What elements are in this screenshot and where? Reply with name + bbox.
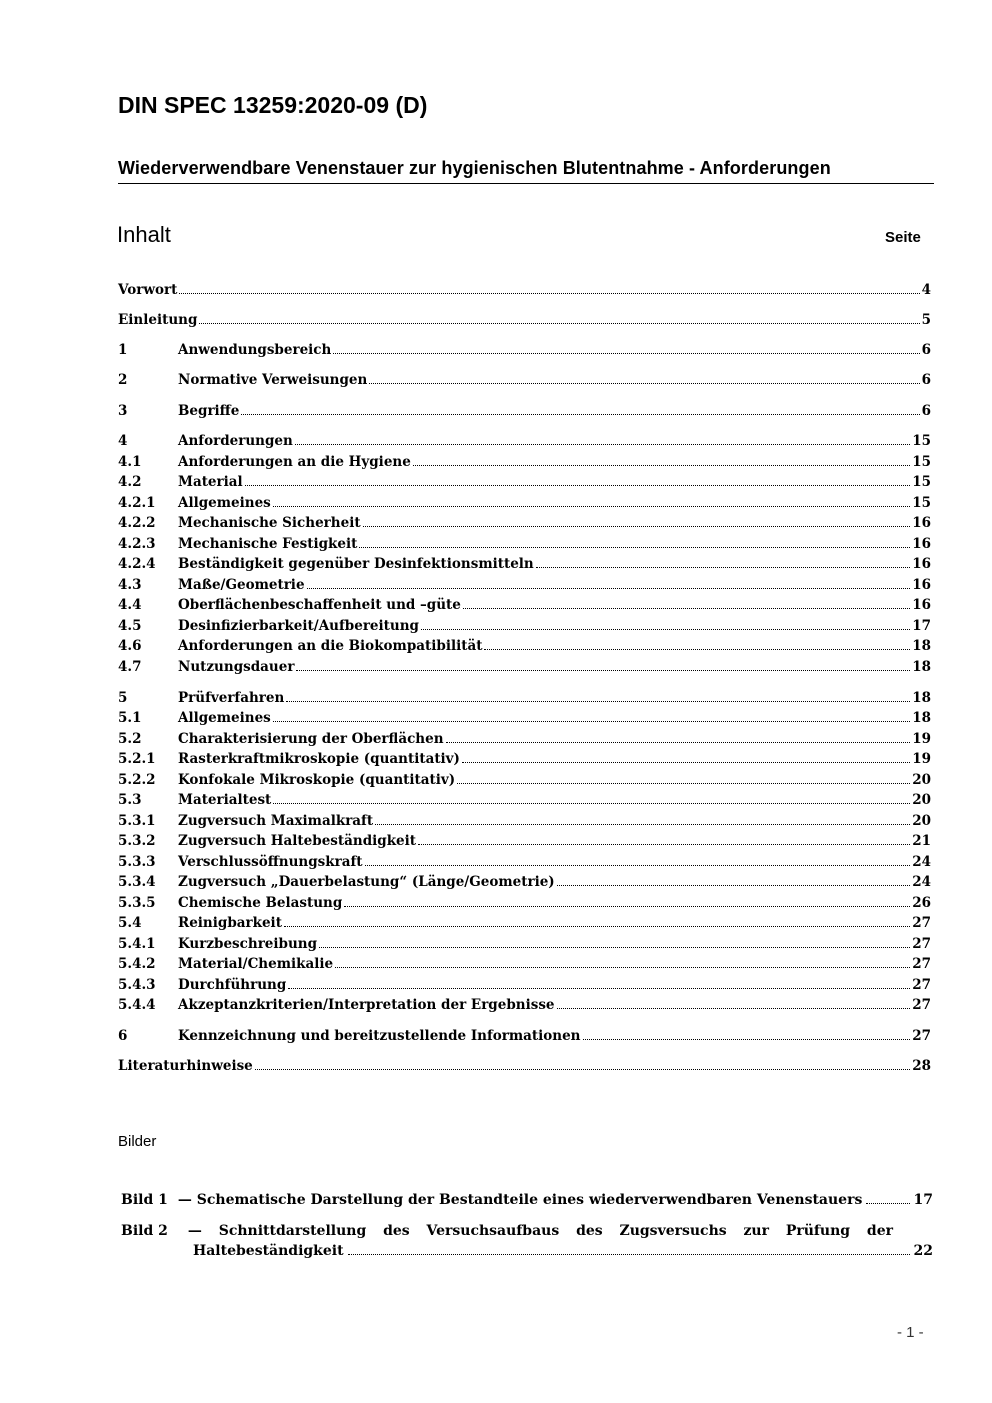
toc-entry[interactable] — [118, 1056, 931, 1076]
toc-entry-title: Nutzungsdauer — [178, 659, 295, 675]
toc-entry-number: 4.2.1 — [118, 495, 156, 511]
toc-entry-number: 5.4.4 — [118, 997, 156, 1013]
document-subtitle: Wiederverwendbare Venenstauer zur hygienischen Blutentnahme - Anforderungen — [118, 158, 831, 178]
figure-page: 17 — [913, 1192, 933, 1208]
toc-entry-title: Mechanische Sicherheit — [178, 515, 361, 531]
toc-entry-number: 5.4.1 — [118, 936, 156, 952]
toc-entry[interactable] — [118, 913, 931, 933]
figure-title-continued: Haltebeständigkeit — [193, 1243, 344, 1259]
toc-entry-number: 4.2.2 — [118, 515, 156, 531]
toc-entry-page: 16 — [912, 536, 931, 552]
toc-entry-page: 17 — [912, 618, 931, 634]
toc-entry[interactable] — [118, 340, 931, 360]
dot-leader — [255, 1069, 910, 1070]
toc-entry-title: Mechanische Festigkeit — [178, 536, 358, 552]
toc-entry[interactable] — [118, 401, 931, 421]
toc-entry-page: 5 — [921, 312, 931, 328]
toc-entry[interactable] — [118, 554, 931, 574]
toc-entry-title: Normative Verweisungen — [178, 372, 368, 388]
toc-entry-page: 15 — [912, 495, 931, 511]
toc-entry[interactable] — [118, 770, 931, 790]
toc-entry-number: 4.2.4 — [118, 556, 156, 572]
toc-entry-title: Beständigkeit gegenüber Desinfektionsmitteln — [178, 556, 534, 572]
toc-entry[interactable] — [118, 995, 931, 1015]
toc-entry[interactable] — [118, 729, 931, 749]
dot-leader — [199, 323, 919, 324]
toc-entry-number: 5.2.2 — [118, 772, 156, 788]
dot-leader — [359, 547, 910, 548]
figure-page: 22 — [913, 1243, 933, 1259]
figure-label: Bild 1 — [121, 1192, 168, 1208]
toc-entry-page: 4 — [921, 282, 931, 298]
dot-leader — [179, 293, 919, 294]
toc-entry-page: 16 — [912, 597, 931, 613]
toc-entry-title: Rasterkraftmikroskopie (quantitativ) — [178, 751, 460, 767]
toc-entry-number: 5.3.1 — [118, 813, 156, 829]
toc-entry-page: 20 — [912, 813, 931, 829]
toc-heading: Inhalt — [117, 222, 171, 247]
dot-leader — [583, 1039, 911, 1040]
toc-entry-title: Allgemeines — [178, 710, 271, 726]
toc-entry-number: 5.4 — [118, 915, 142, 931]
toc-entry-title: Konfokale Mikroskopie (quantitativ) — [178, 772, 456, 788]
toc-entry-title: Akzeptanzkriterien/Interpretation der Ergebnisse — [178, 997, 555, 1013]
dot-leader — [369, 383, 919, 384]
toc-entry-page: 28 — [912, 1058, 931, 1074]
figure-label: Bild 2 — [121, 1223, 168, 1239]
toc-entry-title: Oberflächenbeschaffenheit und –güte — [178, 597, 461, 613]
figure-title: — Schnittdarstellung des Versuchsaufbaus des Zugsversuchs zur Prüfung der — [187, 1223, 893, 1239]
dot-leader — [273, 506, 910, 507]
toc-entry[interactable] — [118, 934, 931, 954]
dot-leader — [457, 783, 910, 784]
toc-entry-number: 5.4.2 — [118, 956, 156, 972]
toc-entry-title: Begriffe — [178, 403, 240, 419]
toc-entry[interactable] — [118, 595, 931, 615]
dot-leader — [335, 967, 910, 968]
dot-leader — [421, 629, 910, 630]
dot-leader — [333, 353, 919, 354]
toc-entry-page: 6 — [921, 342, 931, 358]
toc-entry-page: 27 — [912, 977, 931, 993]
toc-entry[interactable] — [118, 749, 931, 769]
dot-leader — [307, 588, 911, 589]
toc-entry-number: 5.2 — [118, 731, 142, 747]
toc-entry-title: Kennzeichnung und bereitzustellende Informationen — [178, 1028, 581, 1044]
toc-entry-title: Verschlussöffnungskraft — [178, 854, 363, 870]
toc-entry-page: 24 — [912, 874, 931, 890]
toc-entry-number: 5.3.3 — [118, 854, 156, 870]
dot-leader — [245, 485, 911, 486]
toc-entry-page: 6 — [921, 403, 931, 419]
toc-entry-title: Anforderungen an die Biokompatibilität — [178, 638, 483, 654]
page-number: - 1 - — [897, 1324, 924, 1341]
figure-entry[interactable] — [121, 1190, 933, 1210]
dot-leader — [273, 721, 910, 722]
toc-entry-page: 27 — [912, 936, 931, 952]
dot-leader — [418, 844, 910, 845]
dot-leader — [463, 608, 910, 609]
toc-entry-page: 26 — [912, 895, 931, 911]
dot-leader — [296, 670, 910, 671]
toc-entry-title: Reinigbarkeit — [178, 915, 282, 931]
toc-entry-page: 16 — [912, 577, 931, 593]
toc-entry[interactable] — [118, 280, 931, 300]
toc-entry-title: Maße/Geometrie — [178, 577, 305, 593]
toc-entry-number: 4.3 — [118, 577, 142, 593]
toc-entry-page: 18 — [912, 638, 931, 654]
dot-leader — [866, 1203, 909, 1204]
toc-entry[interactable] — [118, 370, 931, 390]
toc-entry-page: 24 — [912, 854, 931, 870]
toc-entry[interactable] — [118, 493, 931, 513]
toc-entry-number: 4.6 — [118, 638, 142, 654]
toc-entry-number: 5.4.3 — [118, 977, 156, 993]
dot-leader — [344, 906, 910, 907]
toc-entry[interactable] — [118, 636, 931, 656]
figures-heading: Bilder — [118, 1133, 157, 1150]
toc-entry-page: 15 — [912, 474, 931, 490]
toc-entry[interactable] — [118, 811, 931, 831]
toc-entry-number: 5.2.1 — [118, 751, 156, 767]
toc-entry[interactable] — [118, 472, 931, 492]
dot-leader — [348, 1254, 910, 1255]
toc-entry-title: Kurzbeschreibung — [178, 936, 318, 952]
toc-entry[interactable] — [118, 575, 931, 595]
dot-leader — [365, 865, 911, 866]
figure-entry[interactable] — [121, 1221, 933, 1261]
toc-entry-number: 5 — [118, 690, 128, 706]
toc-entry-number: 4 — [118, 433, 128, 449]
toc-entry[interactable] — [118, 452, 931, 472]
toc-entry-page: 18 — [912, 690, 931, 706]
title-divider — [118, 183, 934, 184]
toc-entry-title: Materialtest — [178, 792, 272, 808]
toc-entry-number: 5.3.4 — [118, 874, 156, 890]
toc-entry-number: 4.1 — [118, 454, 142, 470]
dot-leader — [363, 526, 911, 527]
dot-leader — [536, 567, 910, 568]
toc-entry[interactable] — [118, 954, 931, 974]
toc-entry[interactable] — [118, 310, 931, 330]
toc-entry-number: 4.4 — [118, 597, 142, 613]
toc-entry-title: Einleitung — [118, 312, 198, 328]
toc-entry-title: Zugversuch Maximalkraft — [178, 813, 374, 829]
toc-entry-page: 27 — [912, 915, 931, 931]
toc-entry-number: 3 — [118, 403, 128, 419]
toc-entry[interactable] — [118, 708, 931, 728]
toc-entry-page: 19 — [912, 751, 931, 767]
dot-leader — [241, 414, 919, 415]
dot-leader — [284, 926, 910, 927]
toc-entry-title: Anforderungen an die Hygiene — [178, 454, 411, 470]
toc-entry-title: Anforderungen — [178, 433, 293, 449]
toc-entry-title: Allgemeines — [178, 495, 271, 511]
toc-entry-title: Durchführung — [178, 977, 287, 993]
toc-entry-number: 4.2 — [118, 474, 142, 490]
toc-entry[interactable] — [118, 831, 931, 851]
toc-entry-title: Anwendungsbereich — [178, 342, 332, 358]
toc-entry[interactable] — [118, 534, 931, 554]
toc-entry-number: 4.2.3 — [118, 536, 156, 552]
figure-title: — Schematische Darstellung der Bestandteile eines wiederverwendbaren Venenstauers — [177, 1192, 863, 1208]
toc-entry-page: 20 — [912, 792, 931, 808]
dot-leader — [484, 649, 910, 650]
toc-entry-number: 5.3.2 — [118, 833, 156, 849]
toc-entry[interactable] — [118, 688, 931, 708]
toc-entry-title: Material/Chemikalie — [178, 956, 334, 972]
toc-entry-number: 2 — [118, 372, 128, 388]
page-column-label: Seite — [885, 229, 921, 246]
toc-entry-page: 15 — [912, 433, 931, 449]
toc-entry[interactable] — [118, 513, 931, 533]
toc-entry-page: 16 — [912, 556, 931, 572]
dot-leader — [413, 465, 910, 466]
toc-entry[interactable] — [118, 1026, 931, 1046]
toc-entry-page: 27 — [912, 956, 931, 972]
toc-entry-number: 4.7 — [118, 659, 142, 675]
toc-entry-title: Prüfverfahren — [178, 690, 285, 706]
toc-entry-title: Charakterisierung der Oberflächen — [178, 731, 444, 747]
toc-entry-title: Literaturhinweise — [118, 1058, 253, 1074]
toc-entry-number: 6 — [118, 1028, 128, 1044]
dot-leader — [375, 824, 910, 825]
toc-entry[interactable] — [118, 616, 931, 636]
dot-leader — [557, 1008, 911, 1009]
dot-leader — [286, 701, 910, 702]
toc-entry[interactable] — [118, 431, 931, 451]
toc-entry-number: 1 — [118, 342, 128, 358]
toc-entry-title: Zugversuch „Dauerbelastung“ (Länge/Geometrie) — [178, 874, 555, 890]
toc-entry-page: 19 — [912, 731, 931, 747]
toc-entry-page: 21 — [912, 833, 931, 849]
toc-entry[interactable] — [118, 790, 931, 810]
toc-entry-page: 6 — [921, 372, 931, 388]
dot-leader — [273, 803, 910, 804]
dot-leader — [446, 742, 911, 743]
toc-entry-page: 20 — [912, 772, 931, 788]
toc-entry-title: Chemische Belastung — [178, 895, 343, 911]
toc-entry-page: 27 — [912, 997, 931, 1013]
toc-entry[interactable] — [118, 975, 931, 995]
dot-leader — [288, 988, 910, 989]
dot-leader — [295, 444, 910, 445]
toc-entry-page: 16 — [912, 515, 931, 531]
toc-entry-title: Desinfizierbarkeit/Aufbereitung — [178, 618, 419, 634]
toc-entry[interactable] — [118, 852, 931, 872]
toc-entry[interactable] — [118, 893, 931, 913]
toc-entry-title: Zugversuch Haltebeständigkeit — [178, 833, 417, 849]
dot-leader — [462, 762, 910, 763]
toc-entry-title: Vorwort — [118, 282, 178, 298]
toc-entry-page: 15 — [912, 454, 931, 470]
dot-leader — [557, 885, 911, 886]
toc-entry-number: 5.3 — [118, 792, 142, 808]
toc-entry-number: 4.5 — [118, 618, 142, 634]
toc-entry[interactable] — [118, 872, 931, 892]
toc-entry-page: 27 — [912, 1028, 931, 1044]
toc-entry-number: 5.3.5 — [118, 895, 156, 911]
dot-leader — [319, 947, 910, 948]
document-title: DIN SPEC 13259:2020-09 (D) — [118, 92, 428, 118]
toc-entry-page: 18 — [912, 710, 931, 726]
toc-entry-title: Material — [178, 474, 243, 490]
toc-entry[interactable] — [118, 657, 931, 677]
toc-entry-page: 18 — [912, 659, 931, 675]
toc-entry-number: 5.1 — [118, 710, 142, 726]
